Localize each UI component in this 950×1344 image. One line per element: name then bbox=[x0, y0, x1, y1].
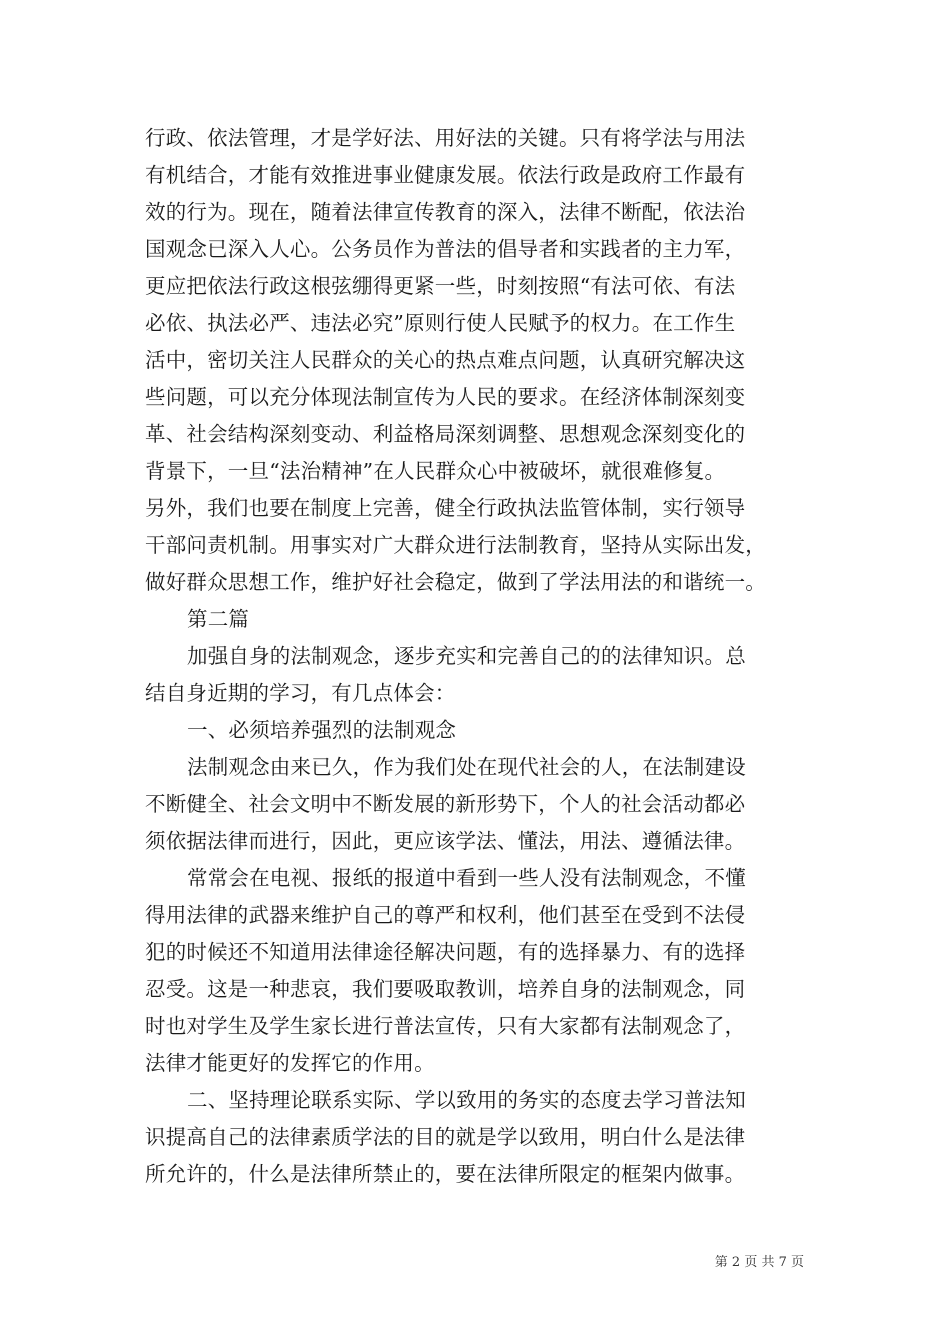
text-line: 行政、依法管理，才是学好法、用好法的关键。只有将学法与用法 bbox=[145, 126, 746, 150]
text-line: 必依、执法必严、违法必究”原则行使人民赋予的权力。在工作生 bbox=[145, 311, 736, 335]
page-number: 第 2 页 共 7 页 bbox=[714, 1255, 804, 1270]
text-line: 结自身近期的学习，有几点体会： bbox=[145, 681, 456, 705]
text-line: 得用法律的武器来维护自己的尊严和权利，他们甚至在受到不法侵 bbox=[145, 903, 746, 927]
text-line: 须依据法律而进行，因此，更应该学法、懂法，用法、遵循法律。 bbox=[145, 829, 746, 853]
text-line: 效的行为。现在，随着法律宣传教育的深入，法律不断配，依法治 bbox=[145, 200, 746, 224]
subheading: 二、坚持理论联系实际、学以致用的务实的态度去学习普法知 bbox=[187, 1088, 746, 1112]
section-heading: 第二篇 bbox=[187, 607, 250, 631]
text-line: 所允许的，什么是法律所禁止的，要在法律所限定的框架内做事。 bbox=[145, 1162, 746, 1186]
text-line: 有机结合，才能有效推进事业健康发展。依法行政是政府工作最有 bbox=[145, 163, 746, 187]
text-line: 背景下，一旦“法治精神”在人民群众心中被破坏，就很难修复。 bbox=[145, 459, 726, 483]
document-body bbox=[145, 120, 810, 1193]
text-line: 做好群众思想工作，维护好社会稳定，做到了学法用法的和谐统一。 bbox=[145, 570, 766, 594]
subheading: 一、必须培养强烈的法制观念 bbox=[187, 718, 457, 742]
text-line: 法律才能更好的发挥它的作用。 bbox=[145, 1051, 435, 1075]
text-line: 加强自身的法制观念，逐步充实和完善自己的的法律知识。总 bbox=[187, 644, 746, 668]
text-line: 另外，我们也要在制度上完善，健全行政执法监管体制，实行领导 bbox=[145, 496, 746, 520]
text-line: 活中，密切关注人民群众的关心的热点难点问题，认真研究解决这 bbox=[145, 348, 746, 372]
text-line: 国观念已深入人心。公务员作为普法的倡导者和实践者的主力军， bbox=[145, 237, 746, 261]
text-line: 时也对学生及学生家长进行普法宣传，只有大家都有法制观念了， bbox=[145, 1014, 746, 1038]
text-line: 犯的时候还不知道用法律途径解决问题，有的选择暴力、有的选择 bbox=[145, 940, 746, 964]
text-line: 革、社会结构深刻变动、利益格局深刻调整、思想观念深刻变化的 bbox=[145, 422, 746, 446]
text-line: 法制观念由来已久，作为我们处在现代社会的人，在法制建设 bbox=[187, 755, 746, 779]
text-line: 忍受。这是一种悲哀，我们要吸取教训，培养自身的法制观念，同 bbox=[145, 977, 746, 1001]
text-line: 些问题，可以充分体现法制宣传为人民的要求。在经济体制深刻变 bbox=[145, 385, 746, 409]
text-line: 识提高自己的法律素质学法的目的就是学以致用，明白什么是法律 bbox=[145, 1125, 746, 1149]
text-line: 更应把依法行政这根弦绷得更紧一些，时刻按照“有法可依、有法 bbox=[145, 274, 736, 298]
text-line: 干部问责机制。用事实对广大群众进行法制教育，坚持从实际出发， bbox=[145, 533, 766, 557]
text-line: 常常会在电视、报纸的报道中看到一些人没有法制观念，不懂 bbox=[187, 866, 746, 890]
text-line: 不断健全、社会文明中不断发展的新形势下，个人的社会活动都必 bbox=[145, 792, 746, 816]
